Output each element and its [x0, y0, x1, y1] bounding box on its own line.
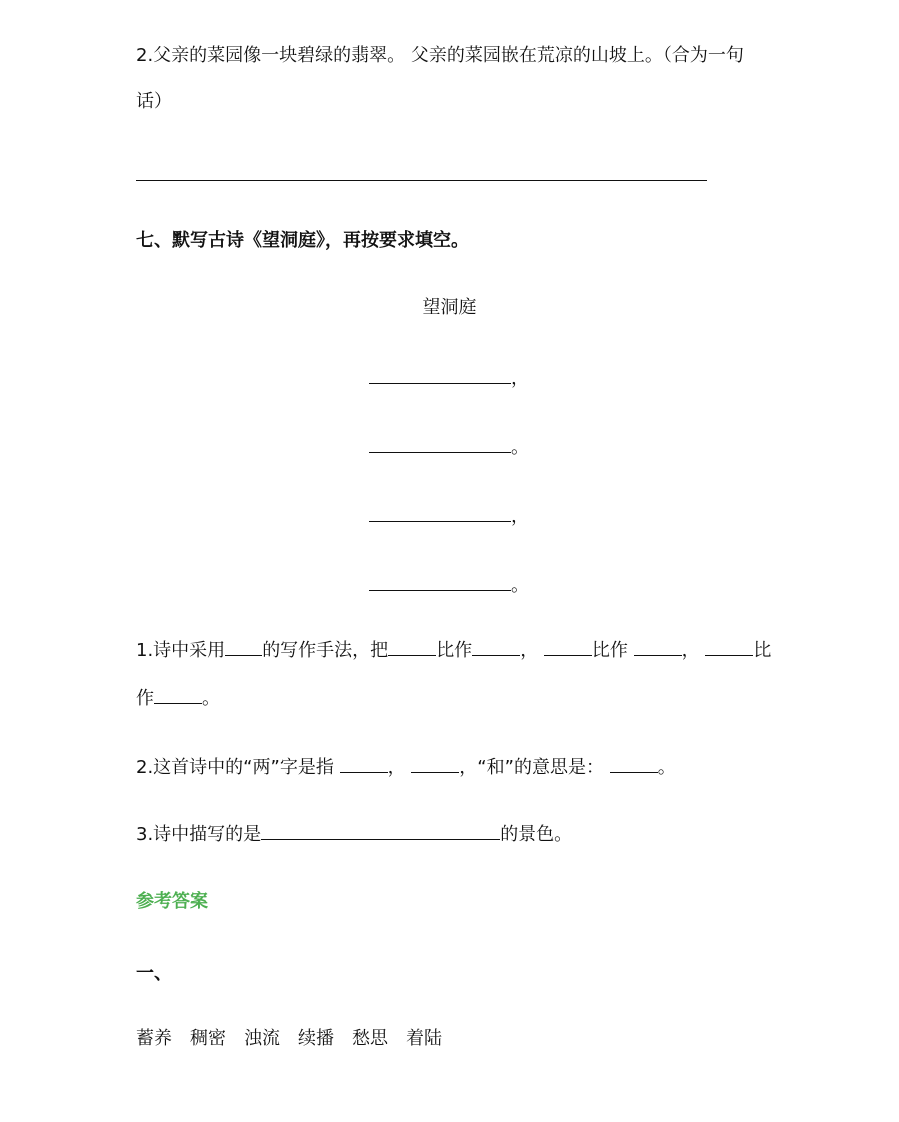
- answers-section1: 一、: [136, 963, 172, 984]
- fill-q1-line2: 作 。: [136, 688, 220, 709]
- answer-word: 续播: [298, 1028, 334, 1049]
- poem-line-3: ，: [369, 505, 529, 529]
- fill-blank[interactable]: [610, 756, 658, 773]
- answer-word: 稠密: [190, 1028, 226, 1049]
- fill-blank[interactable]: [634, 639, 682, 656]
- fill-blank[interactable]: [472, 639, 520, 656]
- poem-blank-3[interactable]: [369, 505, 511, 522]
- fill-blank[interactable]: [225, 639, 262, 656]
- fill-q1-line1: 1.诗中采用 的写作手法，把 比作 ， 比作 ， 比: [136, 640, 772, 661]
- section7-heading: 七、默写古诗《望洞庭》，再按要求填空。: [136, 230, 469, 251]
- fill-blank[interactable]: [544, 639, 592, 656]
- poem-line-1: ，: [369, 367, 529, 391]
- poem-blank-1[interactable]: [369, 367, 511, 384]
- answer-word: 浊流: [244, 1028, 280, 1049]
- answers-word-list: [136, 1027, 460, 1051]
- q2-line1: 2.父亲的菜园像一块碧绿的翡翠。 父亲的菜园嵌在荒凉的山坡上。（合为一句: [136, 45, 744, 66]
- answers-heading: 参考答案: [136, 891, 208, 912]
- poem-line-2: 。: [369, 436, 529, 460]
- answer-line[interactable]: [136, 180, 707, 181]
- answer-word: 着陆: [406, 1028, 442, 1049]
- fill-q3: 3.诗中描写的是 的景色。: [136, 824, 573, 845]
- q2-line2: 话）: [136, 91, 172, 112]
- poem-line-4: 。: [369, 574, 529, 598]
- poem-blank-4[interactable]: [369, 574, 511, 591]
- fill-blank[interactable]: [411, 756, 459, 773]
- fill-blank[interactable]: [154, 687, 202, 704]
- answer-word: 愁思: [352, 1028, 388, 1049]
- answer-word: 蓄养: [136, 1028, 172, 1049]
- fill-blank[interactable]: [261, 823, 500, 840]
- poem-title: 望洞庭: [422, 297, 477, 318]
- fill-blank[interactable]: [705, 639, 753, 656]
- fill-q2: 2.这首诗中的“两”字是指 ， ，“和”的意思是： 。: [136, 757, 676, 778]
- poem-blank-2[interactable]: [369, 436, 511, 453]
- fill-blank[interactable]: [388, 639, 436, 656]
- fill-blank[interactable]: [340, 756, 388, 773]
